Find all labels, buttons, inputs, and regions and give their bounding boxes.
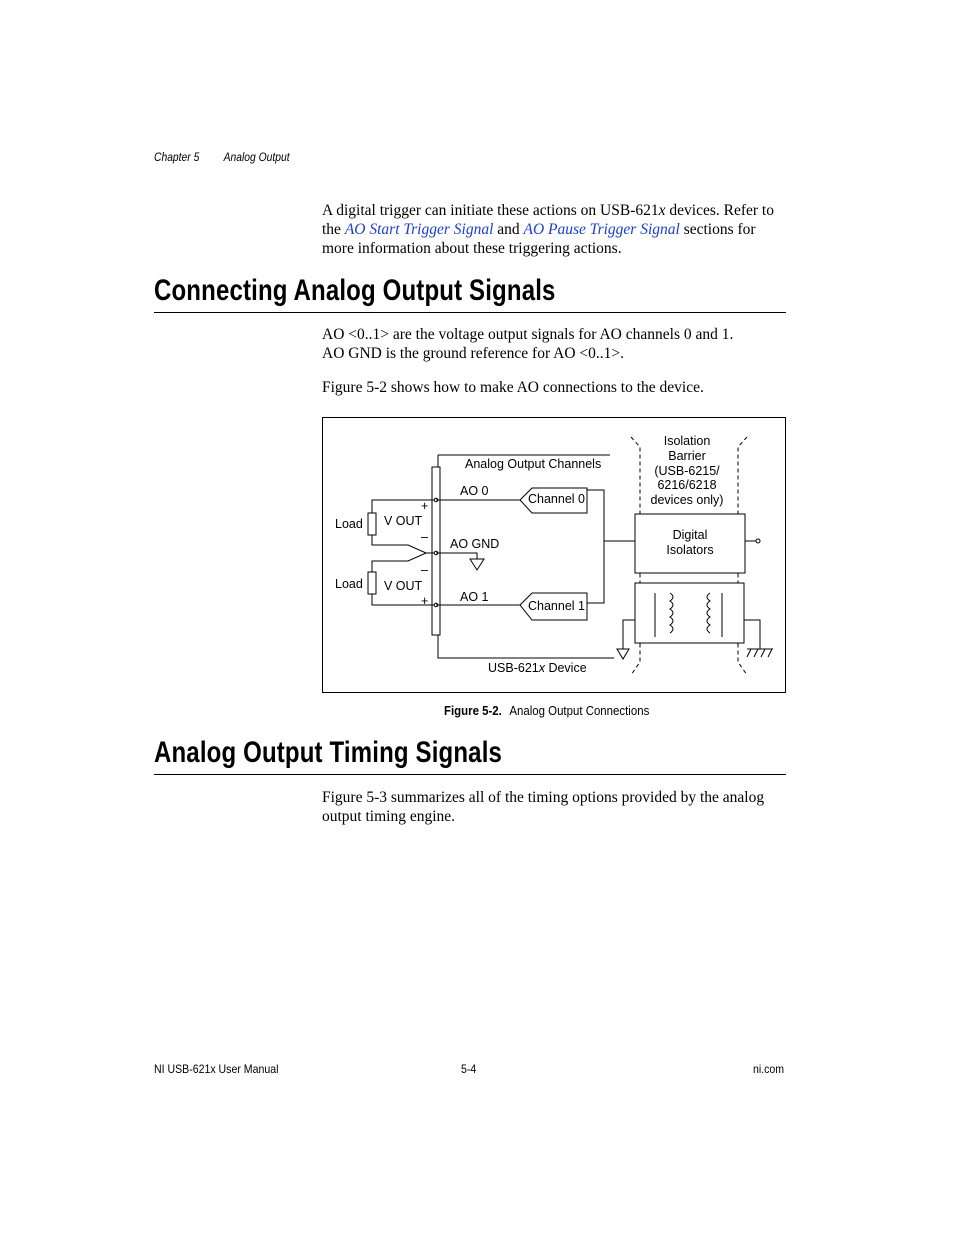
intro-text-c: and (493, 221, 524, 238)
footer-manual-title: NI USB-621x User Manual (154, 1062, 279, 1076)
device-label-b: Device (544, 661, 587, 675)
section-rule-2 (154, 774, 786, 775)
section2-paragraph: Figure 5-3 summarizes all of the timing options provided by the analog output timing engine. (322, 789, 765, 825)
device-label-x: x (538, 661, 545, 675)
section-heading-timing: Analog Output Timing Signals (154, 736, 503, 769)
isolation-label-4: 6216/6218 (657, 478, 717, 492)
footer-page-number: 5-4 (461, 1062, 477, 1076)
intro-text-b: devices. Refer to the (322, 202, 774, 238)
plus-bot: + (421, 594, 429, 608)
transformer-box (635, 583, 744, 643)
ao0-label: AO 0 (460, 484, 489, 498)
channel0-label: Channel 0 (528, 492, 585, 506)
vout-bot-label: V OUT (384, 579, 423, 593)
load-top-label: Load (335, 517, 363, 531)
ao1-label: AO 1 (460, 590, 489, 604)
earth-ground-hatch (747, 649, 772, 657)
analog-output-channels-label: Analog Output Channels (465, 457, 602, 471)
ao-connections-diagram (322, 417, 786, 693)
load-top-resistor (368, 513, 376, 535)
vout-top-label: V OUT (384, 514, 423, 528)
left-ground-symbol (617, 649, 629, 659)
device-label (488, 661, 587, 675)
footer-site[interactable]: ni.com (753, 1062, 785, 1076)
header-chapter: Chapter 5 (154, 150, 200, 164)
load-bot-label: Load (335, 577, 363, 591)
figure-caption-number: Figure 5-2. (444, 703, 502, 718)
section-rule (154, 312, 786, 313)
figure-caption (444, 703, 649, 718)
section1-paragraph2: Figure 5-2 shows how to make AO connections to the device. (322, 379, 704, 396)
header-section: Analog Output (223, 150, 290, 164)
device-outline-bottom (438, 632, 614, 658)
isolation-label-3: (USB-6215/ (654, 464, 720, 478)
section1-line2: AO GND is the ground reference for AO <0..1>. (322, 345, 625, 362)
aognd-label: AO GND (450, 537, 500, 551)
digital-isolators-label-2: Isolators (666, 543, 714, 557)
plus-top: + (421, 499, 429, 513)
left-ground-wire (623, 620, 635, 649)
right-ground-wire (744, 620, 760, 649)
isolation-label-5: devices only) (650, 493, 724, 507)
digital-isolators-label-1: Digital (672, 528, 708, 542)
intro-text-x: x (658, 202, 666, 219)
aognd-ground-symbol (470, 559, 484, 570)
section1-line1: AO <0..1> are the voltage output signals for AO channels 0 and 1. (322, 326, 734, 343)
load-bot-resistor (368, 572, 376, 594)
aognd-wire (436, 553, 477, 559)
minus-top: – (421, 530, 428, 544)
section-heading-connecting: Connecting Analog Output Signals (154, 274, 556, 307)
figure-caption-text: Analog Output Connections (509, 703, 650, 718)
section1-paragraph1 (322, 325, 788, 363)
isolation-label-2: Barrier (668, 449, 706, 463)
intro-text-a: A digital trigger can initiate these actions on USB-621 (322, 202, 659, 219)
link-ao-pause-trigger[interactable]: AO Pause Trigger Signal (523, 221, 680, 238)
device-label-a: USB-621 (488, 661, 539, 675)
intro-paragraph (322, 201, 788, 258)
minus-bot: – (421, 563, 428, 577)
intro-text-d: sections for more information about these triggering actions. (322, 221, 756, 257)
isolation-label-1: Isolation (663, 434, 711, 448)
channel-bus (587, 490, 604, 603)
running-header (154, 150, 290, 164)
channel1-label: Channel 1 (528, 599, 585, 613)
link-ao-start-trigger[interactable]: AO Start Trigger Signal (344, 221, 494, 238)
isolator-output-node (756, 539, 760, 543)
